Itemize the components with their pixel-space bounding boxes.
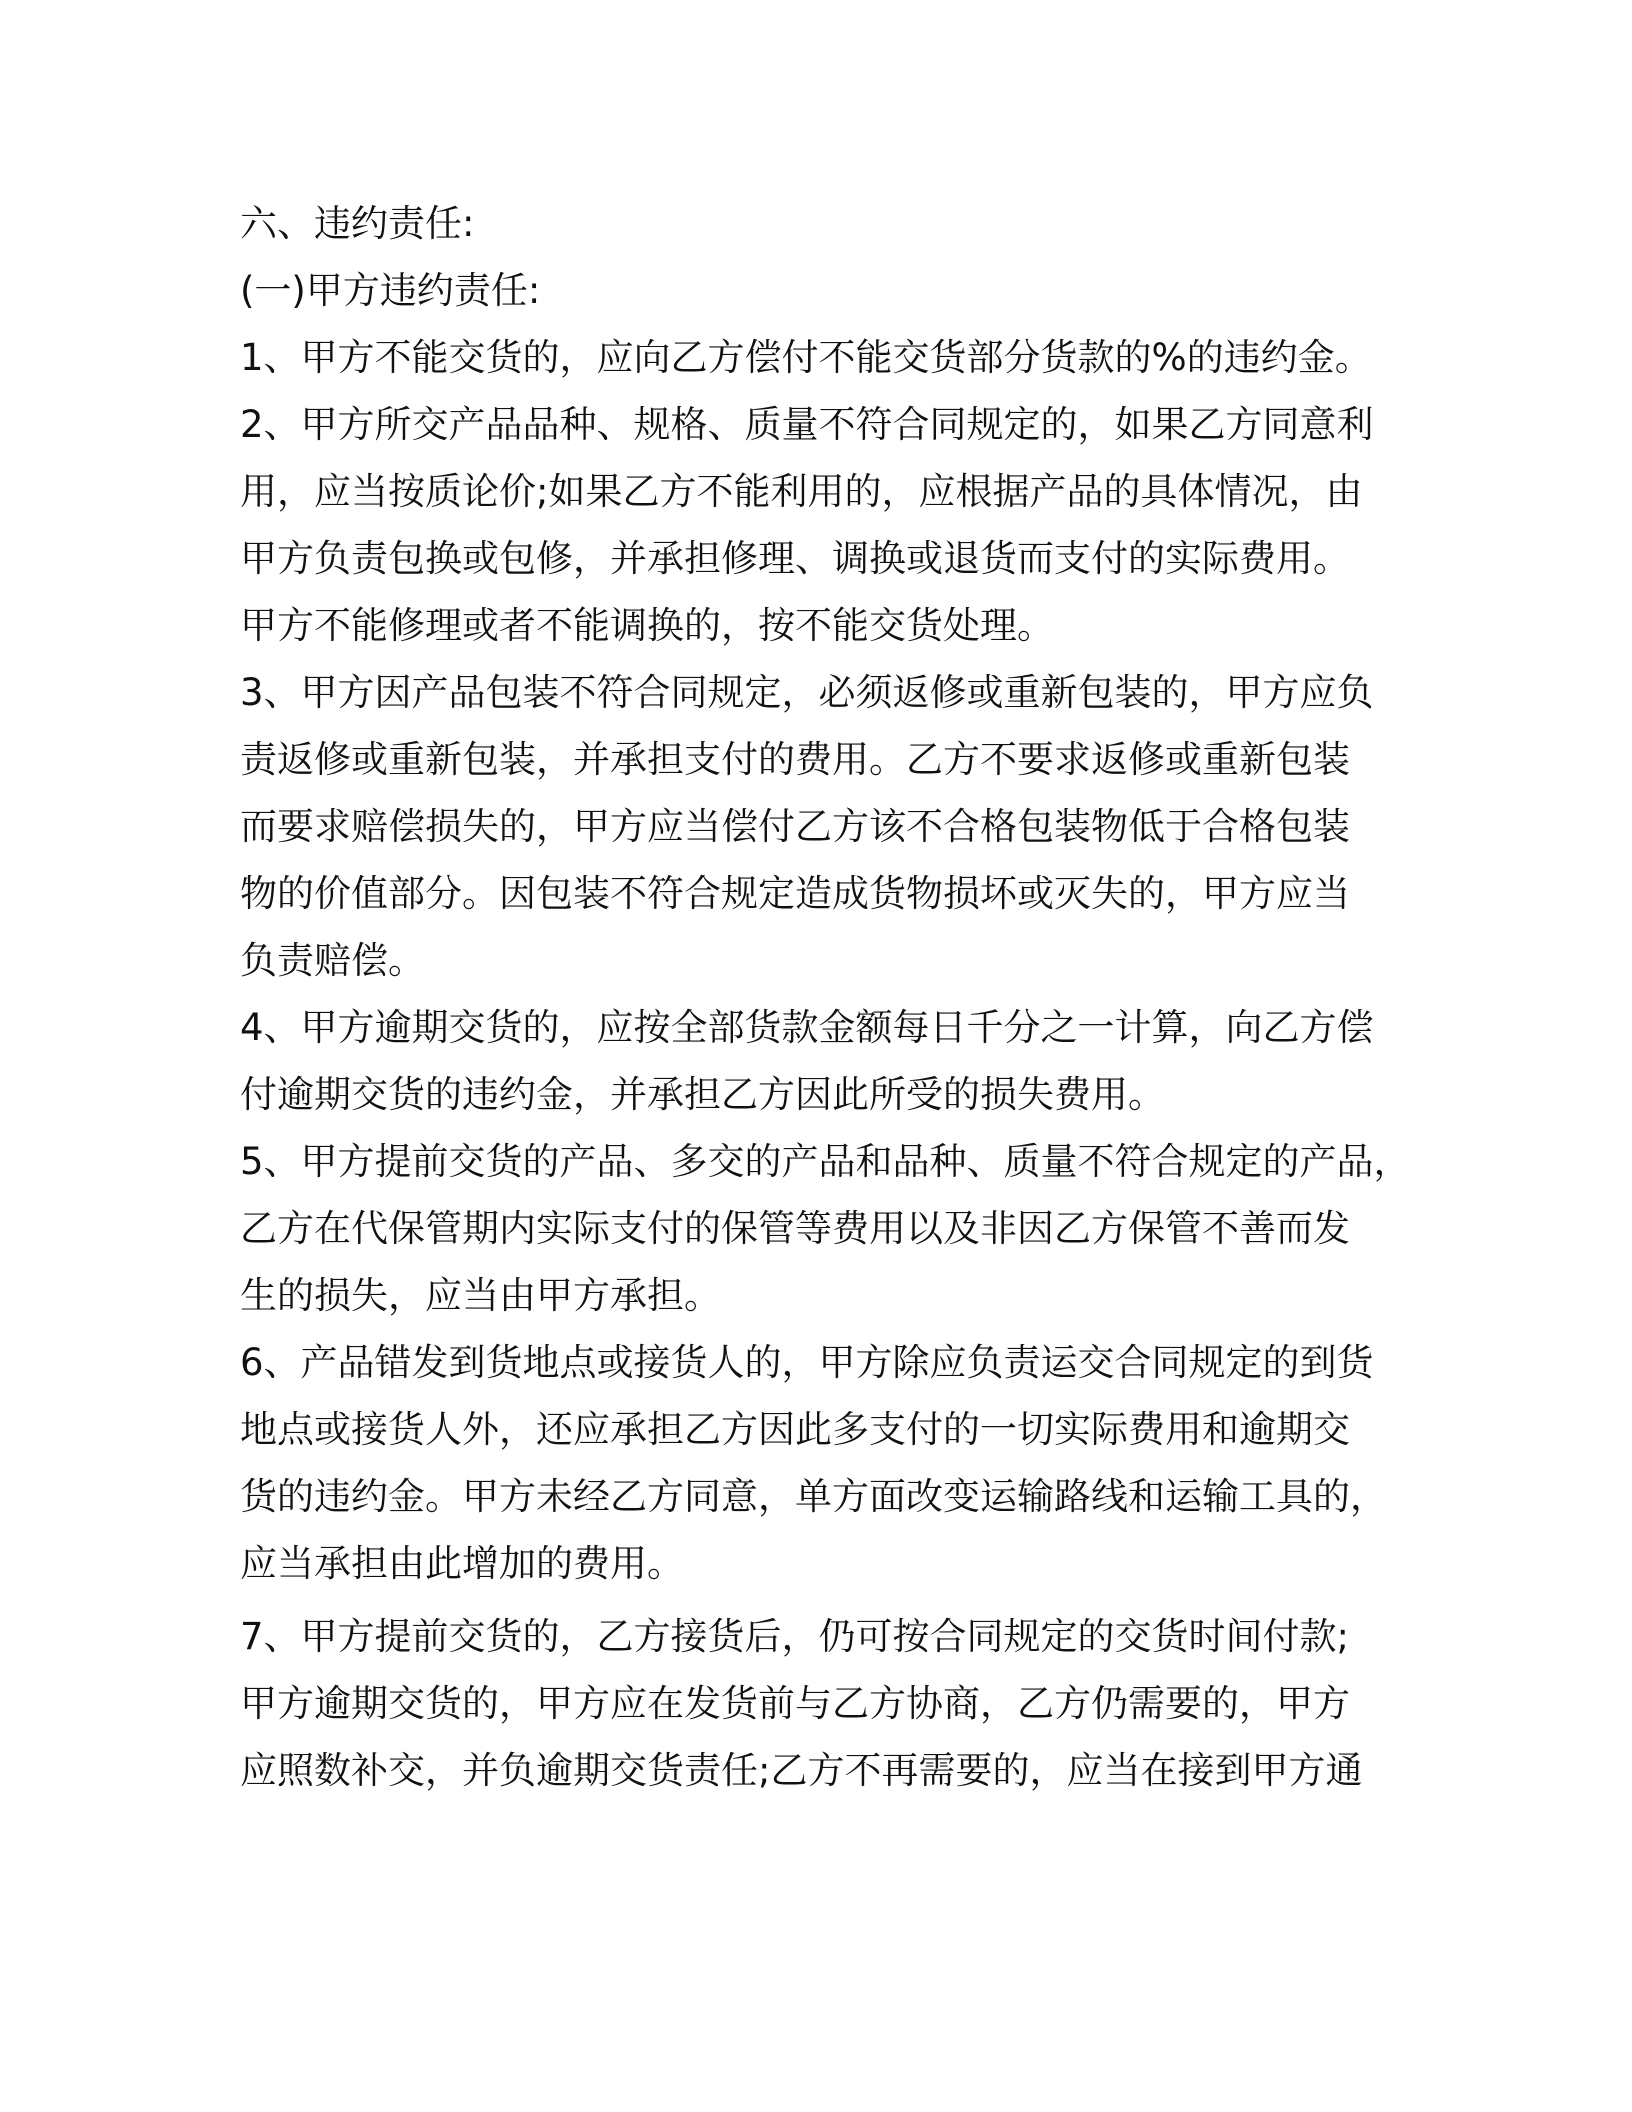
section-heading: 六、违约责任: bbox=[240, 202, 475, 245]
text-line: 应照数补交，并负逾期交货责任;乙方不再需要的，应当在接到甲方通 bbox=[240, 1749, 1363, 1792]
text-line: 3、甲方因产品包装不符合同规定，必须返修或重新包装的，甲方应负 bbox=[240, 671, 1374, 714]
text-line: 用，应当按质论价;如果乙方不能利用的，应根据产品的具体情况，由 bbox=[240, 470, 1363, 513]
document-body bbox=[240, 190, 1410, 1804]
text-line: 甲方负责包换或包修，并承担修理、调换或退货而支付的实际费用。 bbox=[240, 537, 1350, 580]
text-line: 生的损失，应当由甲方承担。 bbox=[240, 1274, 721, 1317]
text-line: 而要求赔偿损失的，甲方应当偿付乙方该不合格包装物低于合格包装 bbox=[240, 805, 1350, 848]
text-line: 责返修或重新包装，并承担支付的费用。乙方不要求返修或重新包装 bbox=[240, 738, 1350, 781]
text-line: 甲方不能修理或者不能调换的，按不能交货处理。 bbox=[240, 604, 1054, 647]
text-line: 货的违约金。甲方未经乙方同意，单方面改变运输路线和运输工具的， bbox=[240, 1475, 1387, 1518]
text-line: 4、甲方逾期交货的，应按全部货款金额每日千分之一计算，向乙方偿 bbox=[240, 1006, 1374, 1049]
text-line: 付逾期交货的违约金，并承担乙方因此所受的损失费用。 bbox=[240, 1073, 1165, 1116]
text-line: 6、产品错发到货地点或接货人的，甲方除应负责运交合同规定的到货 bbox=[240, 1341, 1374, 1384]
text-line: 甲方逾期交货的，甲方应在发货前与乙方协商，乙方仍需要的，甲方 bbox=[240, 1682, 1350, 1725]
text-line: 地点或接货人外，还应承担乙方因此多支付的一切实际费用和逾期交 bbox=[240, 1408, 1350, 1451]
text-line: 2、甲方所交产品品种、规格、质量不符合同规定的，如果乙方同意利 bbox=[240, 403, 1374, 446]
text-line: 1、甲方不能交货的，应向乙方偿付不能交货部分货款的%的违约金。 bbox=[240, 336, 1372, 379]
text-line: 5、甲方提前交货的产品、多交的产品和品种、质量不符合规定的产品， bbox=[240, 1140, 1411, 1183]
text-line: 7、甲方提前交货的，乙方接货后，仍可按合同规定的交货时间付款; bbox=[240, 1615, 1350, 1658]
text-line: 乙方在代保管期内实际支付的保管等费用以及非因乙方保管不善而发 bbox=[240, 1207, 1350, 1250]
subsection-heading: (一)甲方违约责任: bbox=[240, 269, 541, 312]
text-line: 物的价值部分。因包装不符合规定造成货物损坏或灭失的，甲方应当 bbox=[240, 872, 1350, 915]
text-line: 应当承担由此增加的费用。 bbox=[240, 1542, 684, 1585]
text-line: 负责赔偿。 bbox=[240, 939, 425, 982]
